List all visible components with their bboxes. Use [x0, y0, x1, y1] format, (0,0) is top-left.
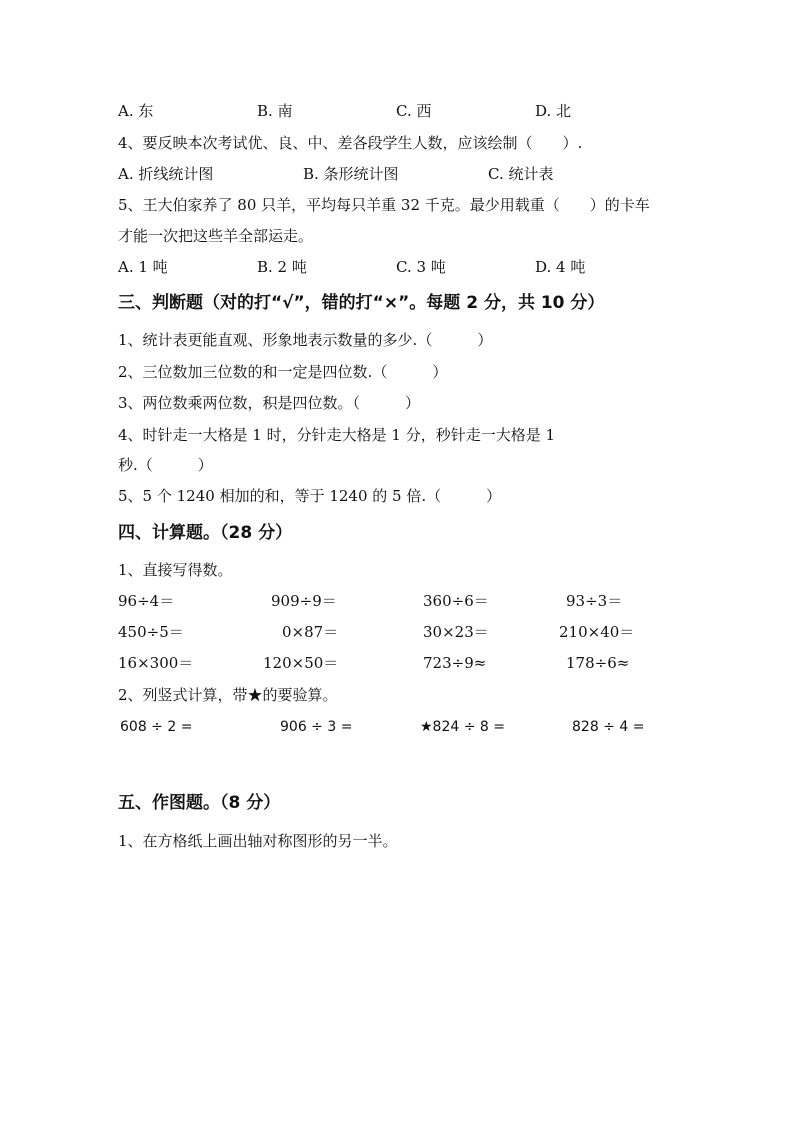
calc-r3-c4: 178÷6≈ — [566, 654, 630, 672]
q5-stem-line2: 才能一次把这些羊全部运走。 — [118, 227, 314, 245]
calc-r1-c4: 93÷3＝ — [566, 592, 623, 610]
section3-item-4: 4、时针走一大格是 1 时，分针走大格是 1 分，秒针走一大格是 1 — [118, 426, 556, 444]
section3-heading: 三、判断题（对的打“√”，错的打“×”。每题 2 分，共 10 分） — [118, 293, 605, 313]
q5-stem-line1: 5、王大伯家养了 80 只羊，平均每只羊重 32 千克。最少用载重（ ）的卡车 — [118, 196, 650, 214]
calc-r3-c3: 723÷9≈ — [423, 654, 487, 672]
section3-item-1: 1、统计表更能直观、形象地表示数量的多少.（ ） — [118, 331, 493, 349]
section3-item-5: 5、5 个 1240 相加的和，等于 1240 的 5 倍.（ ） — [118, 487, 502, 505]
calc-r3-c1: 16×300＝ — [118, 654, 194, 672]
vertical-calc-4: 828 ÷ 4 = — [572, 719, 645, 735]
q3-option-a: A. 东 — [118, 102, 154, 120]
calc-r2-c2: 0×87＝ — [282, 623, 339, 641]
calc-r2-c3: 30×23＝ — [423, 623, 489, 641]
section5-heading: 五、作图题。（8 分） — [118, 793, 281, 813]
section4-sub2: 2、列竖式计算，带★的要验算。 — [118, 686, 338, 704]
calc-r1-c2: 909÷9＝ — [271, 592, 337, 610]
calc-r1-c3: 360÷6＝ — [423, 592, 489, 610]
q3-option-c: C. 西 — [396, 102, 432, 120]
q4-option-a: A. 折线统计图 — [118, 165, 214, 183]
q4-option-b: B. 条形统计图 — [303, 165, 399, 183]
section5-sub1: 1、在方格纸上画出轴对称图形的另一半。 — [118, 832, 398, 850]
calc-r2-c4: 210×40＝ — [559, 623, 635, 641]
section3-item-3: 3、两位数乘两位数，积是四位数。（ ） — [118, 394, 421, 412]
section4-sub1: 1、直接写得数。 — [118, 561, 233, 579]
q5-option-c: C. 3 吨 — [396, 258, 446, 276]
calc-r3-c2: 120×50＝ — [263, 654, 339, 672]
calc-r1-c1: 96÷4＝ — [118, 592, 175, 610]
calc-r2-c1: 450÷5＝ — [118, 623, 184, 641]
q3-option-b: B. 南 — [257, 102, 293, 120]
q4-option-c: C. 统计表 — [488, 165, 554, 183]
vertical-calc-2: 906 ÷ 3 = — [280, 719, 353, 735]
vertical-calc-3: ★824 ÷ 8 = — [420, 719, 505, 735]
q5-option-b: B. 2 吨 — [257, 258, 307, 276]
section3-item-4-cont: 秒.（ ） — [118, 456, 213, 474]
section3-item-2: 2、三位数加三位数的和一定是四位数.（ ） — [118, 363, 448, 381]
q3-option-d: D. 北 — [535, 102, 572, 120]
section4-heading: 四、计算题。（28 分） — [118, 523, 293, 543]
vertical-calc-1: 608 ÷ 2 = — [120, 719, 193, 735]
q4-stem: 4、要反映本次考试优、良、中、差各段学生人数，应该绘制（ ）. — [118, 134, 583, 152]
q5-option-d: D. 4 吨 — [535, 258, 586, 276]
q5-option-a: A. 1 吨 — [118, 258, 168, 276]
